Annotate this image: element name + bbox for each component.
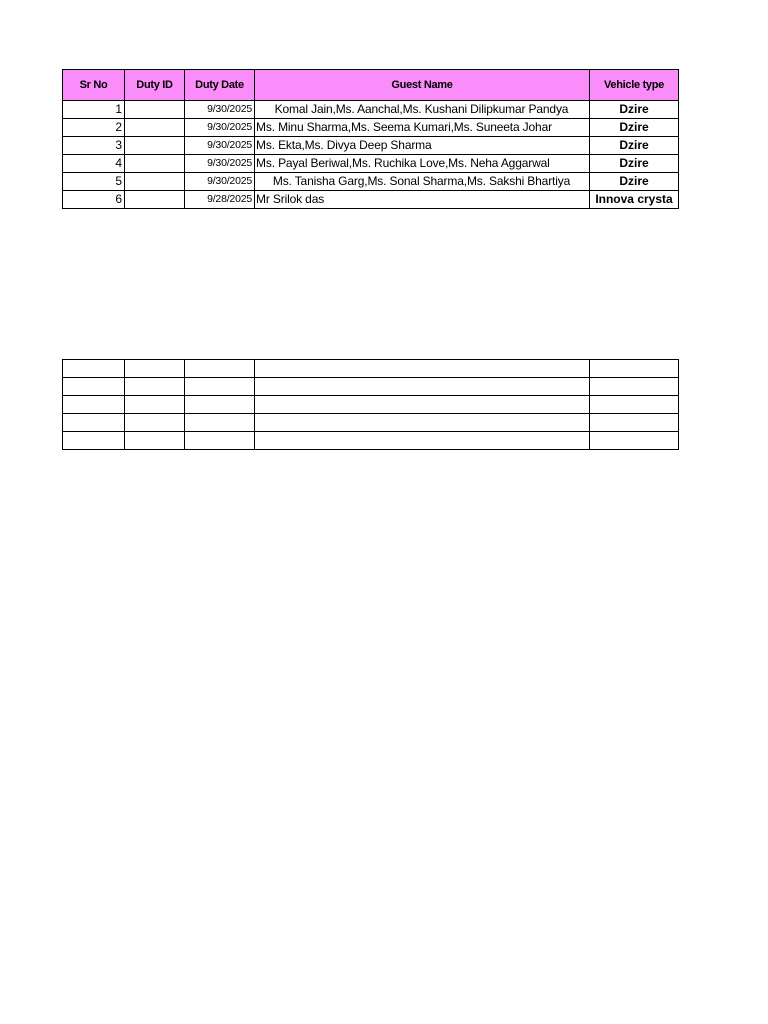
- blank-cell: [255, 360, 590, 378]
- header-duty-date: Duty Date: [185, 70, 255, 101]
- blank-cell: [63, 396, 125, 414]
- table-row: [63, 119, 679, 137]
- guest-name-cell: Ms. Tanisha Garg,Ms. Sonal Sharma,Ms. Sakshi Bhartiya: [255, 173, 590, 191]
- table-row: [63, 173, 679, 191]
- vehicle-type-cell: Dzire: [590, 173, 679, 191]
- sr-no-cell: 3: [63, 137, 125, 155]
- guest-name-cell: Ms. Ekta,Ms. Divya Deep Sharma: [255, 137, 590, 155]
- blank-row: [63, 396, 679, 414]
- sr-no-cell: 2: [63, 119, 125, 137]
- blank-row: [63, 360, 679, 378]
- duty-date-cell: 9/30/2025: [185, 155, 255, 173]
- blank-row: [63, 432, 679, 450]
- blank-cell: [255, 396, 590, 414]
- vehicle-type-cell: Dzire: [590, 137, 679, 155]
- guest-name-cell: Mr Srilok das: [255, 191, 590, 209]
- duty-date-cell: 9/30/2025: [185, 137, 255, 155]
- blank-grid-table: [62, 359, 679, 450]
- blank-cell: [255, 432, 590, 450]
- blank-cell: [185, 378, 255, 396]
- header-sr-no: Sr No: [63, 70, 125, 101]
- blank-row: [63, 378, 679, 396]
- table-row: [63, 101, 679, 119]
- guest-name-cell: Komal Jain,Ms. Aanchal,Ms. Kushani Dilipkumar Pandya: [255, 101, 590, 119]
- duty-id-cell: [125, 155, 185, 173]
- sr-no-cell: 5: [63, 173, 125, 191]
- blank-cell: [63, 414, 125, 432]
- duty-id-cell: [125, 137, 185, 155]
- sr-no-cell: 1: [63, 101, 125, 119]
- blank-cell: [255, 414, 590, 432]
- header-row: [63, 70, 679, 101]
- blank-cell: [125, 396, 185, 414]
- blank-cell: [590, 432, 679, 450]
- blank-cell: [125, 378, 185, 396]
- blank-cell: [63, 432, 125, 450]
- blank-cell: [63, 378, 125, 396]
- blank-cell: [590, 378, 679, 396]
- sr-no-cell: 4: [63, 155, 125, 173]
- duty-table: [62, 69, 679, 209]
- vehicle-type-cell: Innova crysta: [590, 191, 679, 209]
- duty-date-cell: 9/30/2025: [185, 173, 255, 191]
- blank-cell: [185, 360, 255, 378]
- guest-name-cell: Ms. Payal Beriwal,Ms. Ruchika Love,Ms. Neha Aggarwal: [255, 155, 590, 173]
- blank-cell: [125, 414, 185, 432]
- blank-cell: [125, 432, 185, 450]
- blank-cell: [185, 432, 255, 450]
- vehicle-type-cell: Dzire: [590, 119, 679, 137]
- duty-date-cell: 9/30/2025: [185, 101, 255, 119]
- blank-cell: [125, 360, 185, 378]
- header-duty-id: Duty ID: [125, 70, 185, 101]
- blank-cell: [185, 396, 255, 414]
- blank-cell: [590, 360, 679, 378]
- vehicle-type-cell: Dzire: [590, 155, 679, 173]
- blank-row: [63, 414, 679, 432]
- blank-cell: [590, 396, 679, 414]
- duty-date-cell: 9/30/2025: [185, 119, 255, 137]
- vehicle-type-cell: Dzire: [590, 101, 679, 119]
- duty-id-cell: [125, 101, 185, 119]
- blank-cell: [63, 360, 125, 378]
- table-row: [63, 155, 679, 173]
- blank-cell: [590, 414, 679, 432]
- table-row: [63, 191, 679, 209]
- header-vehicle-type: Vehicle type: [590, 70, 679, 101]
- duty-date-cell: 9/28/2025: [185, 191, 255, 209]
- duty-id-cell: [125, 191, 185, 209]
- sr-no-cell: 6: [63, 191, 125, 209]
- blank-cell: [255, 378, 590, 396]
- guest-name-cell: Ms. Minu Sharma,Ms. Seema Kumari,Ms. Suneeta Johar: [255, 119, 590, 137]
- blank-cell: [185, 414, 255, 432]
- duty-id-cell: [125, 173, 185, 191]
- duty-id-cell: [125, 119, 185, 137]
- table-row: [63, 137, 679, 155]
- header-guest-name: Guest Name: [255, 70, 590, 101]
